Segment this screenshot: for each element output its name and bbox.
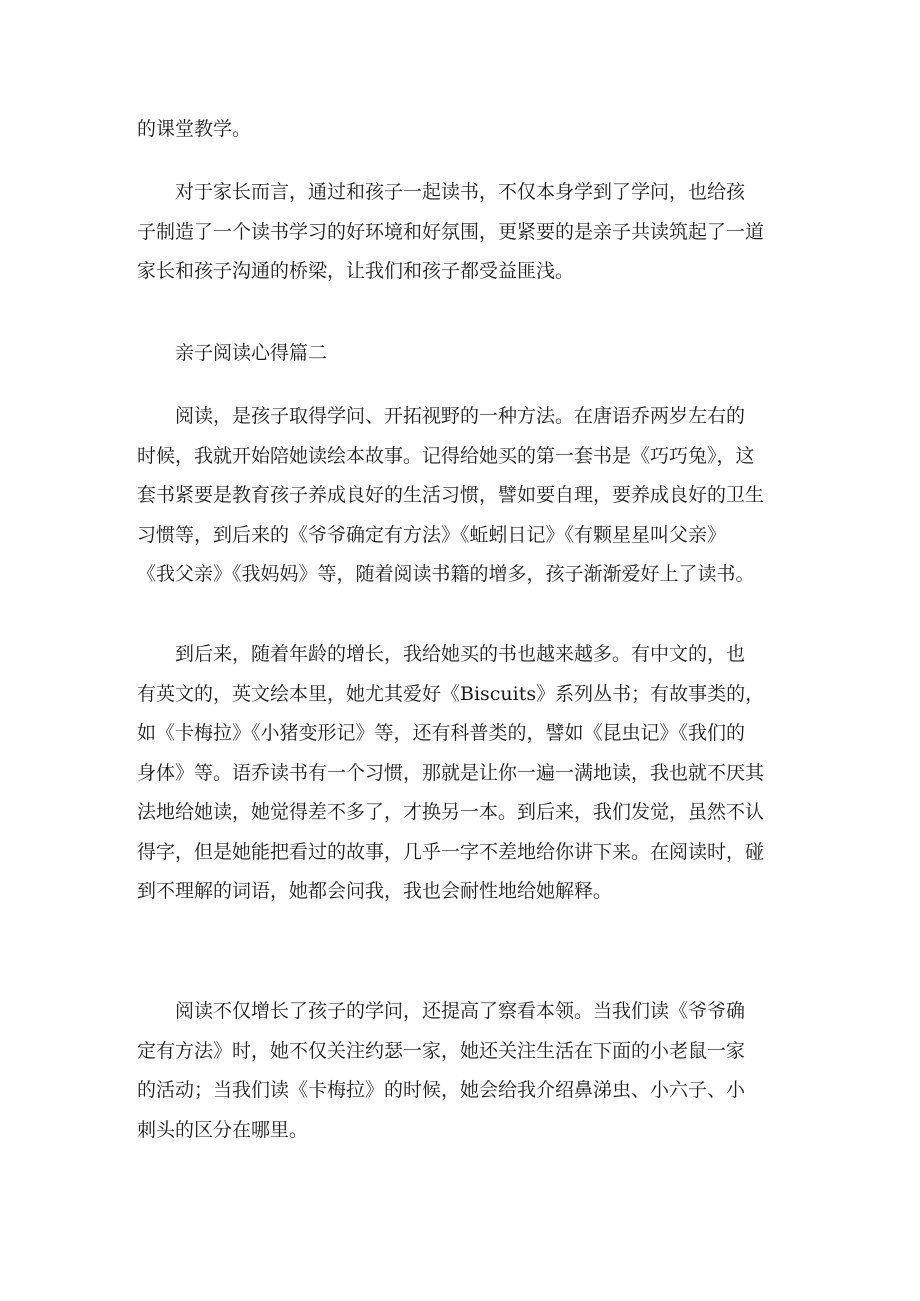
text-line: 身体》等。语乔读书有一个习惯，那就是让你一遍一满地读，我也就不厌其 [137,761,765,784]
text-line: 定有方法》时，她不仅关注约瑟一家，她还关注生活在下面的小老鼠一家 [137,1039,746,1062]
text-line: 有英文的，英文绘本里，她尤其爱好《Biscuits》系列丛书；有故事类的， [137,682,765,705]
section-heading [137,334,797,374]
text-line: 阅读，是孩子取得学问、开拓视野的一种方法。在唐语乔两岁左右的 [175,405,746,427]
text-line: 子制造了一个读书学习的好环境和好氛围，更紧要的是亲子共读筑起了一道 [137,220,765,243]
heading-line: 亲子阅读心得篇二 [175,342,328,364]
text-line: 《我父亲》《我妈妈》等，随着阅读书籍的增多，孩子渐渐爱好上了读书。 [137,563,755,585]
paragraph-observation [137,992,797,1150]
text-line: 到后来，随着年龄的增长，我给她买的书也越来越多。有中文的，也 [175,643,746,665]
text-line: 对于家长而言，通过和孩子一起读书，不仅本身学到了学问，也给孩 [175,181,746,203]
text-line: 得字，但是她能把看过的故事，几乎一字不差地给你讲下来。在阅读时，碰 [137,840,765,863]
text-line: 阅读不仅增长了孩子的学问，还提高了察看本领。当我们读《爷爷确 [175,1000,746,1022]
text-line: 套书紧要是教育孩子养成良好的生活习惯，譬如要自理，要养成良好的卫生 [137,484,765,506]
text-line: 的课堂教学。 [137,118,252,140]
text-line: 家长和孩子沟通的桥梁，让我们和孩子都受益匪浅。 [137,260,575,282]
paragraph-books [137,635,797,912]
text-line: 习惯等，到后来的《爷爷确定有方法》《蚯蚓日记》《有颗星星叫父亲》 [137,523,727,546]
text-line: 的活动；当我们读《卡梅拉》的时候，她会给我介绍鼻涕虫、小六子、小 [137,1079,746,1101]
text-line: 刺头的区分在哪里。 [137,1118,309,1141]
text-line: 时候，我就开始陪她读绘本故事。记得给她买的第一套书是《巧巧兔》，这 [137,444,755,467]
paragraph-continuation [137,110,797,150]
paragraph-reading-intro [137,397,797,595]
text-line: 如《卡梅拉》《小猪变形记》等，还有科普类的，譬如《昆虫记》《我们的 [137,722,746,744]
text-line: 到不理解的词语，她都会问我，我也会耐性地给她解释。 [137,880,613,902]
paragraph-parents [137,173,797,292]
text-line: 法地给她读，她觉得差不多了，才换另一本。到后来，我们发觉，虽然不认 [137,801,765,823]
